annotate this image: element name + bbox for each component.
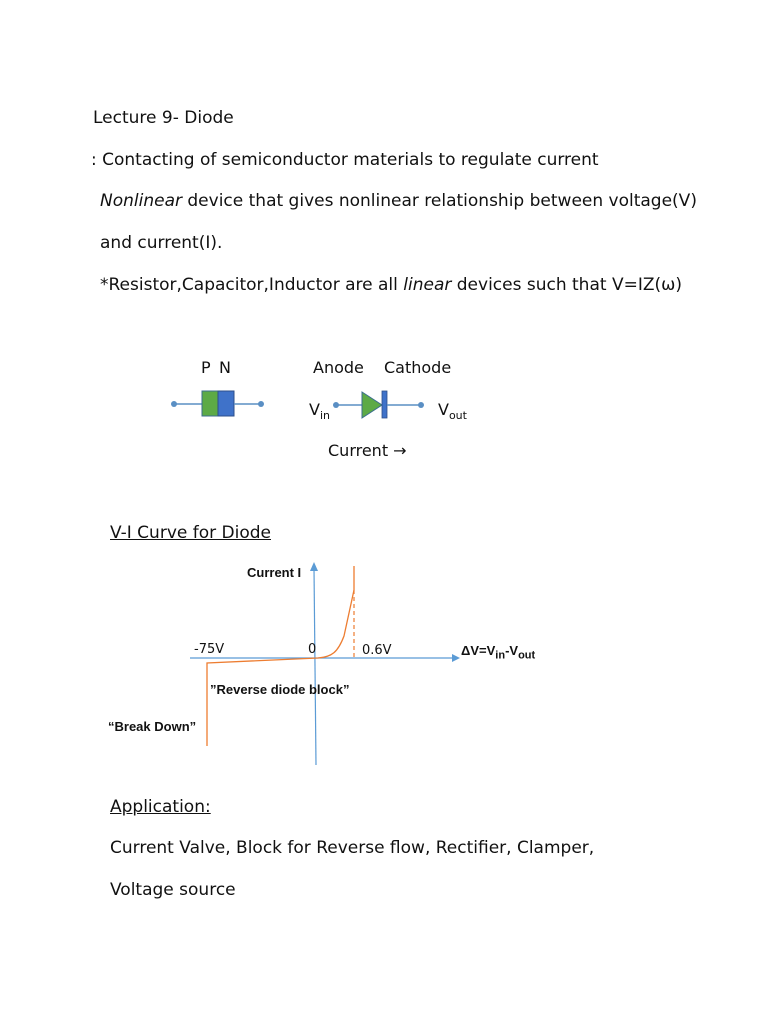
y-axis-label: Current I bbox=[247, 565, 302, 580]
x-axis-mid: -V bbox=[505, 643, 519, 658]
x-axis-label bbox=[461, 643, 535, 662]
n-region bbox=[218, 391, 234, 416]
p-region bbox=[202, 391, 218, 416]
x-pos-label: 0.6V bbox=[362, 643, 392, 658]
diode-triangle bbox=[362, 392, 382, 418]
nonlinear-word: Nonlinear bbox=[100, 191, 182, 211]
resistor-prefix: *Resistor,Capacitor,Inductor are all bbox=[100, 275, 404, 295]
vout-label bbox=[438, 400, 467, 422]
definition-line: : Contacting of semiconductor materials to regulate current bbox=[91, 150, 599, 170]
x-neg-label: -75V bbox=[194, 642, 225, 657]
vin-main: V bbox=[309, 400, 320, 419]
pn-right-terminal bbox=[258, 401, 264, 407]
x-axis-sub2: out bbox=[518, 649, 536, 662]
and-current-line: and current(I). bbox=[100, 233, 223, 253]
x-axis-prefix: ΔV=V bbox=[461, 643, 496, 658]
p-label: P bbox=[201, 358, 211, 377]
vin-sub: in bbox=[319, 409, 330, 423]
application-line-2: Voltage source bbox=[110, 880, 236, 900]
application-line-1: Current Valve, Block for Reverse flow, Rectifier, Clamper, bbox=[110, 838, 595, 858]
nonlinear-rest: device that gives nonlinear relationship between voltage(V) bbox=[181, 191, 697, 211]
vout-sub: out bbox=[448, 409, 467, 423]
resistor-suffix: devices such that V=IZ(ω) bbox=[451, 275, 682, 295]
origin-label: 0 bbox=[308, 642, 317, 657]
x-axis-sub1: in bbox=[495, 649, 506, 662]
current-direction-label: Current → bbox=[328, 441, 407, 460]
n-label: N bbox=[219, 358, 231, 377]
anode-label: Anode bbox=[313, 358, 364, 377]
linear-word: linear bbox=[403, 275, 452, 295]
vout-main: V bbox=[438, 400, 449, 419]
lecture-title: Lecture 9- Diode bbox=[93, 108, 234, 128]
diode-cathode-bar bbox=[382, 391, 387, 418]
x-axis-arrow bbox=[452, 654, 460, 662]
diode-left-terminal bbox=[333, 402, 339, 408]
application-heading: Application: bbox=[110, 797, 211, 817]
cathode-label: Cathode bbox=[384, 358, 452, 377]
vi-curve bbox=[207, 566, 354, 746]
reverse-block-label: ”Reverse diode block” bbox=[210, 682, 350, 697]
diode-right-terminal bbox=[418, 402, 424, 408]
y-axis-arrow bbox=[310, 562, 318, 571]
vi-curve-heading: V-I Curve for Diode bbox=[110, 523, 271, 543]
vin-label bbox=[309, 400, 330, 422]
pn-left-terminal bbox=[171, 401, 177, 407]
breakdown-label: “Break Down” bbox=[108, 719, 197, 734]
y-axis bbox=[314, 568, 316, 765]
